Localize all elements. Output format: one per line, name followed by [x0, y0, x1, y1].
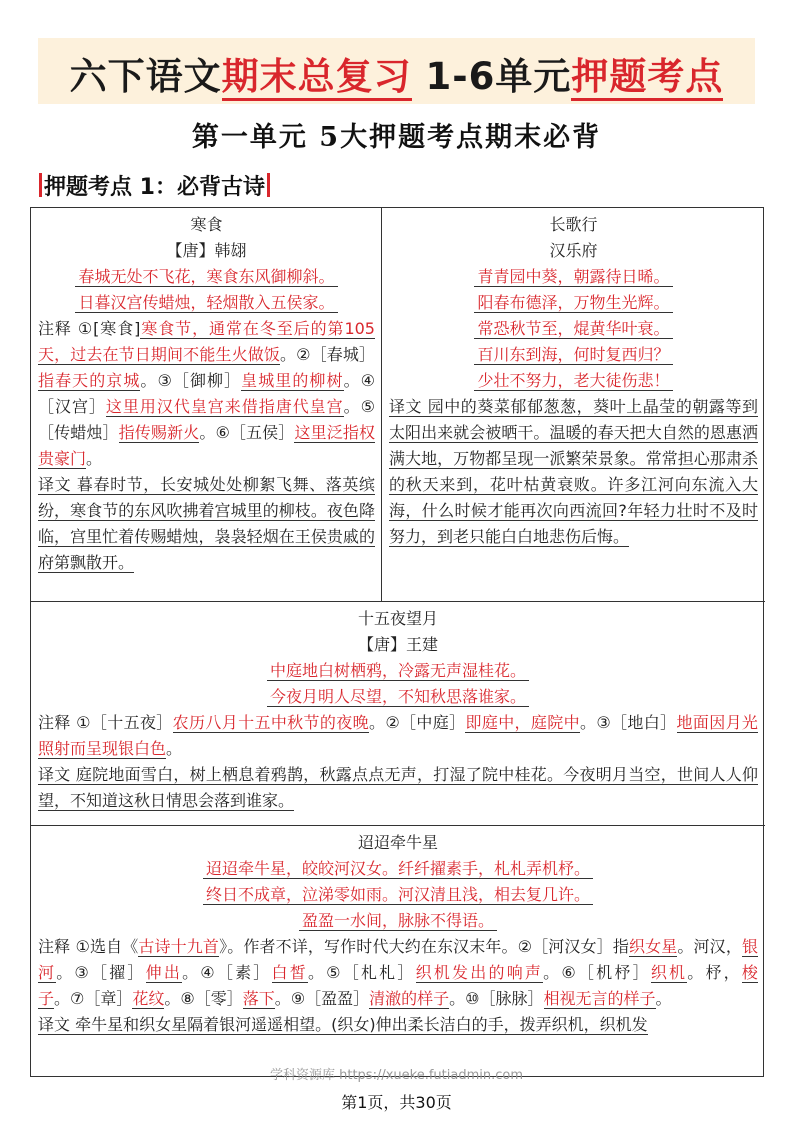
- unit-subtitle: 第一单元 5大押题考点期末必背: [191, 122, 602, 153]
- poem-translation: 译文 暮春时节，长安城处处柳絮飞舞、落英缤纷，寒食节的东风吹拂着宫城里的柳枝。夜色降临，宫里忙着传赐蜡烛，袅袅轻烟在王侯贵戚的府第飘散开。: [38, 475, 375, 572]
- page-title: 六下语文期末总复习 1-6单元押题考点: [38, 46, 755, 100]
- poem-line: 青青园中葵，朝露待日晞。: [389, 264, 758, 290]
- poem-cell-shiwuye: [38, 606, 758, 822]
- poem-cell-hanshi: [38, 212, 375, 600]
- poem-line: 日暮汉宫传蜡烛，轻烟散入五侯家。: [38, 290, 375, 316]
- poem-translation: 译文 庭院地面雪白，树上栖息着鸦鹊，秋露点点无声，打湿了院中桂花。今夜明月当空，世间人人仰望，不知道这秋日情思会落到谁家。: [38, 765, 758, 810]
- poem-translation: 译文 牵牛星和织女星隔着银河遥遥相望。(织女)伸出柔长洁白的手，拨弄织机，织机发: [38, 1015, 648, 1034]
- header-banner: [38, 38, 755, 104]
- poem-title: 十五夜望月: [357, 609, 438, 628]
- row-divider: [31, 601, 765, 602]
- poem-title: 寒食: [190, 215, 223, 234]
- poem-cell-changgexing: [389, 212, 758, 600]
- poem-line: 终日不成章，泣涕零如雨。河汉清且浅，相去复几许。: [38, 882, 758, 908]
- poem-line: 盈盈一水间，脉脉不得语。: [38, 908, 758, 934]
- poems-table: [30, 207, 764, 1077]
- heading-bar-right: [267, 173, 270, 197]
- watermark: 学科资源库 https://xueke.futiadmin.com: [269, 1068, 523, 1083]
- poem-line: 春城无处不飞花，寒食东风御柳斜。: [38, 264, 375, 290]
- poem-line: 少壮不努力，老大徒伤悲！: [389, 368, 758, 394]
- poem-title: 长歌行: [549, 215, 598, 234]
- poem-title: 迢迢牵牛星: [357, 833, 438, 852]
- poem-line: 中庭地白树栖鸦，冷露无声湿桂花。: [38, 658, 758, 684]
- poem-line: 常恐秋节至，焜黄华叶衰。: [389, 316, 758, 342]
- poem-cell-tiaotiao: [38, 830, 758, 1076]
- poem-translation: 译文 园中的葵菜郁郁葱葱，葵叶上晶莹的朝露等到太阳出来就会被晒干。温暖的春天把大自然的恩惠洒满大地，万物都呈现一派繁荣景象。常常担心那肃杀的秋天来到，花叶枯黄衰败。许多江河向东流入大海，什么时候才能再次向西流回?年轻力壮时不及时努力，到老只能白白地悲伤后悔。: [389, 397, 758, 546]
- column-divider: [381, 208, 382, 601]
- poem-line: 今夜月明人尽望，不知秋思落谁家。: [38, 684, 758, 710]
- page-number: 第1页，共30页: [341, 1093, 452, 1112]
- poem-author: 【唐】王建: [357, 635, 438, 654]
- poem-notes: 注释 ①[寒食]寒食节，通常在冬至后的第105天，过去在节日期间不能生火做饭。②［春城］指春天的京城。③［御柳］皇城里的柳树。④［汉宫］这里用汉代皇宫来借指唐代皇宫。⑤［传蜡烛］指传赐新火。⑥［五侯］这里泛指权贵豪门。: [38, 319, 375, 468]
- poem-notes: 注释 ①选自《古诗十九首》。作者不详，写作时代大约在东汉末年。②［河汉女］指织女星。河汉，银河。③［擢］伸出。④［素］白皙。⑤［札札］织机发出的响声。⑥［机杼］织机。杼，梭子。⑦［章］花纹。⑧［零］落下。⑨［盈盈］清澈的样子。⑩［脉脉］相视无言的样子。: [38, 937, 758, 1008]
- poem-line: 百川东到海，何时复西归？: [389, 342, 758, 368]
- section-heading: 押题考点 1：必背古诗: [37, 170, 272, 201]
- poem-line: 阳春布德泽，万物生光辉。: [389, 290, 758, 316]
- poem-author: 汉乐府: [549, 241, 598, 260]
- poem-line: 迢迢牵牛星，皎皎河汉女。纤纤擢素手，札札弄机杼。: [38, 856, 758, 882]
- heading-bar-left: [39, 173, 42, 197]
- row-divider: [31, 825, 765, 826]
- poem-author: 【唐】韩翃: [166, 241, 247, 260]
- poem-notes: 注释 ①［十五夜］农历八月十五中秋节的夜晚。②［中庭］即庭中，庭院中。③［地白］地面因月光照射而呈现银白色。: [38, 713, 758, 758]
